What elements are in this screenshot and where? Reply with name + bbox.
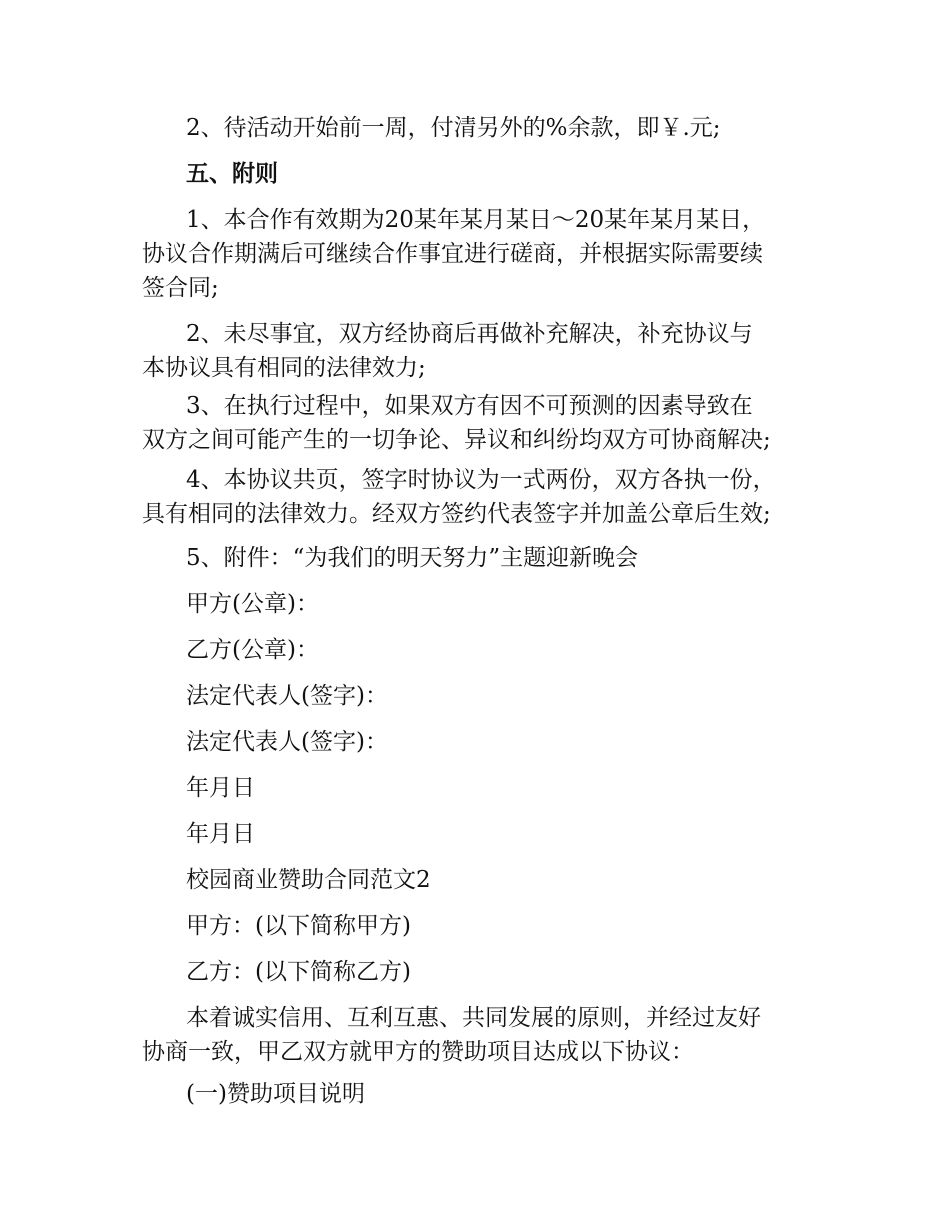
text-line: 法定代表人(签字)： [186,683,388,709]
text-line: 协商一致，甲乙双方就甲方的赞助项目达成以下协议： [142,1039,694,1065]
text-line: 1、本合作有效期为20某年某月某日～20某年某月某日， [186,207,766,233]
text-line: 乙方(公章)： [186,637,319,663]
text-line: 法定代表人(签字)： [186,729,388,755]
party-b-line [186,955,826,989]
paragraph-attachment [186,541,826,575]
date-line-a [186,771,826,805]
paragraph-copies-and-effect [142,463,822,531]
text-line: 签合同; [142,275,219,301]
text-line: 年月日 [186,821,255,847]
legal-representative-signature-b [186,725,826,759]
party-a-line [186,909,826,943]
text-line: 本着诚实信用、互利互惠、共同发展的原则，并经过友好 [186,1005,761,1031]
text-line: 协议合作期满后可继续合作事宜进行磋商，并根据实际需要续 [142,241,763,267]
document-subtitle [186,863,826,897]
paragraph-supplementary-agreement [142,317,822,385]
legal-representative-signature-a [186,679,826,713]
text-line: (一)赞助项目说明 [186,1081,365,1107]
text-line: 校园商业赞助合同范文2 [186,867,431,893]
paragraph-principles [142,1001,822,1069]
text-line: 本协议具有相同的法律效力; [142,355,426,381]
text-line: 4、本协议共页，签字时协议为一式两份，双方各执一份， [186,467,776,493]
text-line: 2、未尽事宜，双方经协商后再做补充解决，补充协议与 [186,321,753,347]
text-line: 2、待活动开始前一周，付清另外的%余款，即￥.元; [186,115,721,141]
section-heading-sponsorship-items [186,1077,826,1111]
text-line: 甲方：(以下简称甲方) [186,913,411,939]
text-line: 五、附则 [186,160,278,187]
text-line: 具有相同的法律效力。经双方签约代表签字并加盖公章后生效; [142,501,771,527]
paragraph-dispute-resolution [142,389,822,457]
party-b-seal-line [186,633,826,667]
paragraph-validity-period [142,203,822,305]
date-line-b [186,817,826,851]
text-line: 3、在执行过程中，如果双方有因不可预测的因素导致在 [186,393,753,419]
text-line: 甲方(公章)： [186,591,319,617]
text-line: 年月日 [186,775,255,801]
text-line: 乙方：(以下简称乙方) [186,959,411,985]
party-a-seal-line [186,587,826,621]
text-line: 双方之间可能产生的一切争论、异议和纠纷均双方可协商解决; [142,427,771,453]
section-heading-appendix [186,157,826,191]
text-line: 5、附件：“为我们的明天努力”主题迎新晚会 [186,545,639,571]
paragraph-payment-balance [186,111,826,145]
